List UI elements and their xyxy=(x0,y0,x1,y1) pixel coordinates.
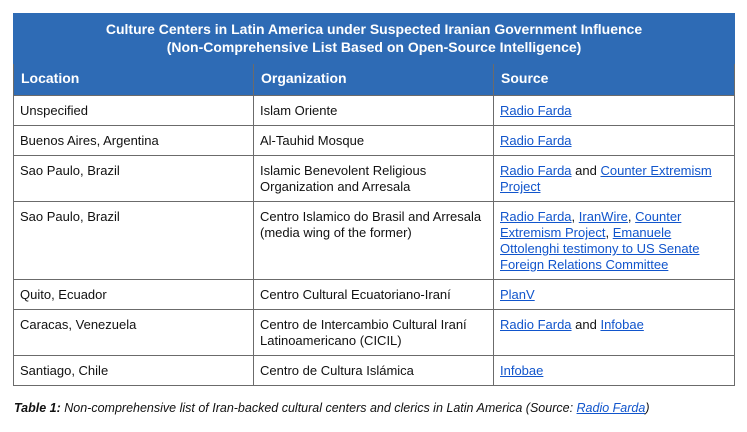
cell-source xyxy=(494,356,735,386)
cell-organization: Centro Cultural Ecuatoriano-Iraní xyxy=(254,280,494,310)
table-row xyxy=(14,280,735,310)
cell-source xyxy=(494,126,735,156)
cell-organization: Islam Oriente xyxy=(254,96,494,126)
caption-text: Non-comprehensive list of Iran-backed cultural centers and clerics in Latin America (Source: xyxy=(60,401,577,415)
source-link[interactable]: Emanuele Ottolenghi testimony to US Senate Foreign Relations Committee xyxy=(500,225,700,272)
cell-source xyxy=(494,310,735,356)
cell-location: Santiago, Chile xyxy=(14,356,254,386)
caption-end: ) xyxy=(645,401,650,415)
source-link[interactable]: Radio Farda xyxy=(500,133,572,148)
cell-organization: Islamic Benevolent Religious Organization and Arresala xyxy=(254,156,494,202)
source-link[interactable]: Radio Farda xyxy=(500,103,572,118)
table-caption xyxy=(14,401,650,415)
cell-organization: Al-Tauhid Mosque xyxy=(254,126,494,156)
cell-organization: Centro de Cultura Islámica xyxy=(254,356,494,386)
table-row xyxy=(14,310,735,356)
table-title-sub: (Non-Comprehensive List Based on Open-Source Intelligence) xyxy=(166,39,582,55)
column-header-organization: Organization xyxy=(254,64,494,96)
source-link[interactable]: PlanV xyxy=(500,287,535,302)
cell-location: Buenos Aires, Argentina xyxy=(14,126,254,156)
source-separator: and xyxy=(571,317,601,332)
source-link[interactable]: IranWire xyxy=(578,209,628,224)
table-title-main: Culture Centers in Latin America under Suspected Iranian Government Influence xyxy=(105,21,643,37)
source-link[interactable]: Infobae xyxy=(600,317,644,332)
table-row xyxy=(14,202,735,280)
table-row xyxy=(14,356,735,386)
table-row xyxy=(14,96,735,126)
cell-location: Quito, Ecuador xyxy=(14,280,254,310)
source-link[interactable]: Radio Farda xyxy=(500,163,572,178)
source-separator: , xyxy=(571,209,579,224)
cell-location: Sao Paulo, Brazil xyxy=(14,156,254,202)
cell-organization: Centro de Intercambio Cultural Iraní Latinoamericano (CICIL) xyxy=(254,310,494,356)
table-body xyxy=(14,96,735,386)
table-row xyxy=(14,126,735,156)
table-title xyxy=(14,14,735,64)
source-link[interactable]: Counter Extremism Project xyxy=(500,163,712,194)
source-link[interactable]: Radio Farda xyxy=(500,317,572,332)
culture-centers-table xyxy=(13,13,735,386)
source-link[interactable]: Infobae xyxy=(500,363,544,378)
cell-location: Sao Paulo, Brazil xyxy=(14,202,254,280)
caption-source-link[interactable]: Radio Farda xyxy=(576,401,646,415)
table-row xyxy=(14,156,735,202)
cell-location: Unspecified xyxy=(14,96,254,126)
culture-centers-table-container xyxy=(13,13,734,386)
cell-source xyxy=(494,280,735,310)
cell-organization: Centro Islamico do Brasil and Arresala (media wing of the former) xyxy=(254,202,494,280)
source-separator: and xyxy=(571,163,601,178)
source-link[interactable]: Radio Farda xyxy=(500,209,572,224)
caption-label: Table 1: xyxy=(14,401,61,415)
column-header-location: Location xyxy=(14,64,254,96)
cell-source xyxy=(494,96,735,126)
source-link[interactable]: Counter Extremism Project xyxy=(500,209,682,240)
column-header-source: Source xyxy=(494,64,735,96)
cell-source xyxy=(494,202,735,280)
cell-source xyxy=(494,156,735,202)
cell-location: Caracas, Venezuela xyxy=(14,310,254,356)
source-separator: , xyxy=(605,225,613,240)
source-separator: , xyxy=(627,209,636,224)
